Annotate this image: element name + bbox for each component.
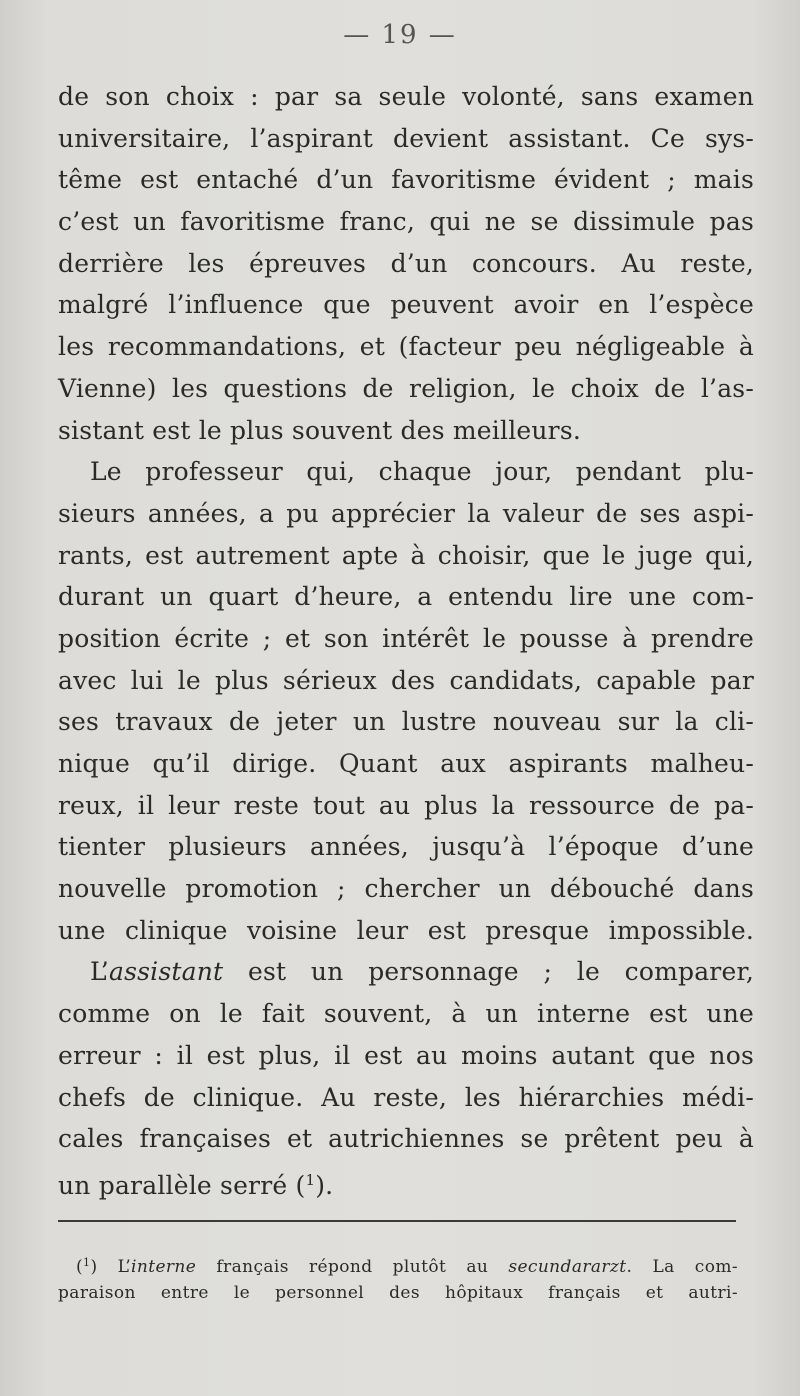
paragraph-3 xyxy=(58,951,754,1201)
italic-term: secundararzt xyxy=(508,1257,627,1277)
text-line xyxy=(58,1160,754,1202)
footnote-line xyxy=(58,1248,738,1278)
text-line: avec lui le plus sérieux des candidats, capable par xyxy=(58,665,754,695)
footnote-line: paraison entre le personnel des hôpitaux français et autri- xyxy=(58,1283,738,1303)
text-line: c’est un favoritisme franc, qui ne se dissimule pas xyxy=(58,207,754,237)
text-line: durant un quart d’heure, a entendu lire une com- xyxy=(58,582,754,612)
text-line: sistant est le plus souvent des meilleurs. xyxy=(58,415,582,445)
text-fragment: . La com- xyxy=(626,1257,739,1277)
text-fragment: un parallèle serré ( xyxy=(58,1170,306,1200)
text-fragment: L’ xyxy=(90,957,109,987)
text-line: une clinique voisine leur est presque impossible. xyxy=(58,915,754,945)
text-line: erreur : il est plus, il est au moins autant que nos xyxy=(58,1040,754,1070)
text-line: comme on le fait souvent, à un interne est une xyxy=(58,999,754,1029)
paragraph-2 xyxy=(58,451,754,951)
text-line: les recommandations, et (facteur peu négligeable à xyxy=(58,332,754,362)
paragraph-1 xyxy=(58,76,754,451)
text-line: nouvelle promotion ; chercher un débouché dans xyxy=(58,874,754,904)
text-line: tienter plusieurs années, jusqu’à l’époque d’une xyxy=(58,832,754,862)
text-line: position écrite ; et son intérêt le pousse à prendre xyxy=(58,623,754,653)
italic-term: interne xyxy=(131,1257,197,1277)
text-fragment: français répond plutôt au xyxy=(196,1257,509,1277)
page-number: — 19 — xyxy=(343,20,457,50)
footnote-marker: 1 xyxy=(83,1256,91,1269)
text-line: chefs de clinique. Au reste, les hiérarchies médi- xyxy=(58,1082,754,1112)
text-line xyxy=(58,951,754,993)
footnote-reference[interactable]: 1 xyxy=(305,1170,316,1189)
text-line: ses travaux de jeter un lustre nouveau sur la cli- xyxy=(58,707,754,737)
text-line: Le professeur qui, chaque jour, pendant plu- xyxy=(90,457,754,487)
footnote-marker-close: ) xyxy=(90,1257,118,1277)
text-line: rants, est autrement apte à choisir, que le juge qui, xyxy=(58,540,754,570)
text-line: derrière les épreuves d’un concours. Au reste, xyxy=(58,248,754,278)
text-line: sieurs années, a pu apprécier la valeur de ses aspi- xyxy=(58,498,754,528)
footnote xyxy=(58,1248,738,1308)
text-line: reux, il leur reste tout au plus la ressource de pa- xyxy=(58,790,754,820)
text-line: universitaire, l’aspirant devient assistant. Ce sys- xyxy=(58,123,754,153)
main-text xyxy=(58,76,754,1202)
italic-term: assistant xyxy=(108,957,224,987)
footnote-divider xyxy=(58,1220,736,1222)
text-line: cales françaises et autrichiennes se prêtent peu à xyxy=(58,1124,754,1154)
text-line: Vienne) les questions de religion, le choix de l’as- xyxy=(58,373,754,403)
text-line: nique qu’il dirige. Quant aux aspirants malheu- xyxy=(58,749,754,778)
text-line: malgré l’influence que peuvent avoir en l’espèce xyxy=(58,290,754,320)
text-fragment: est un personnage ; le comparer, xyxy=(223,957,754,987)
text-line: tême est entaché d’un favoritisme évident ; mais xyxy=(58,165,754,195)
footnote-marker-open: ( xyxy=(76,1257,84,1277)
text-line: de son choix : par sa seule volonté, sans examen xyxy=(58,82,754,111)
text-fragment: ). xyxy=(315,1170,334,1200)
text-fragment: L’ xyxy=(117,1257,132,1277)
